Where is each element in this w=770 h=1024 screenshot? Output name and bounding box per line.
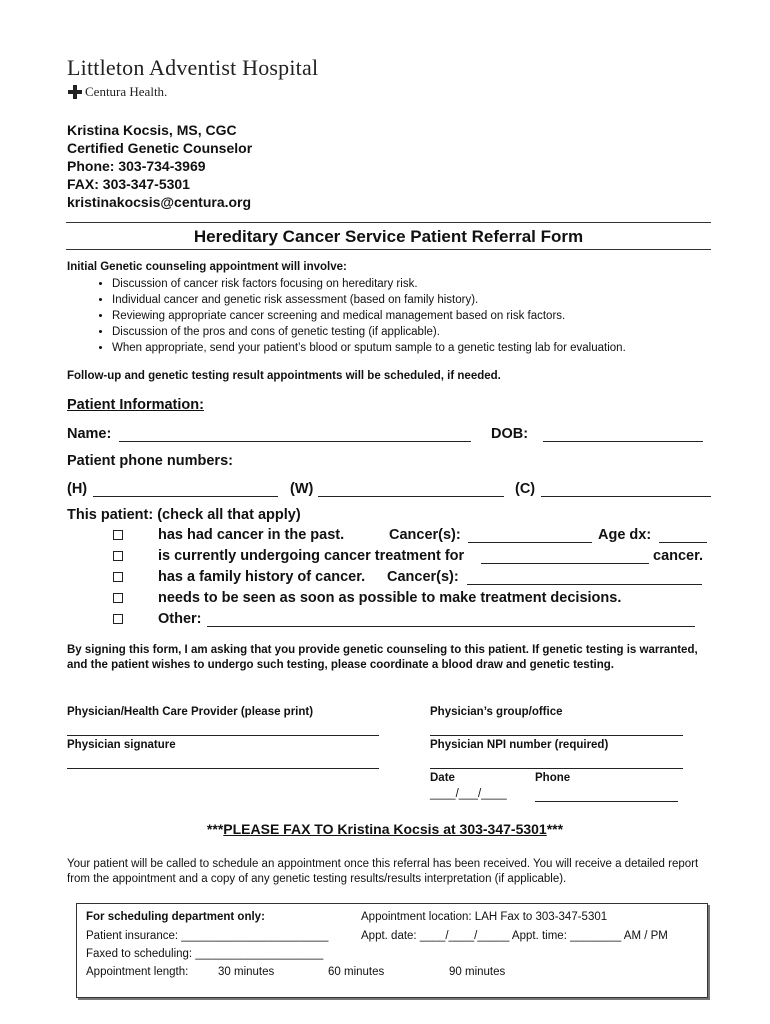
- length-option-30[interactable]: 30 minutes: [218, 966, 275, 978]
- faxed-to-scheduling-field[interactable]: Faxed to scheduling: ____________________: [86, 948, 324, 960]
- checkbox-icon: [113, 614, 123, 624]
- check-heading: This patient: (check all that apply): [67, 507, 301, 523]
- signature-field[interactable]: [67, 768, 379, 769]
- list-item: • When appropriate, send your patient’s blood or sputum sample to a genetic testing lab for evaluation.: [112, 340, 626, 356]
- current-cancer-suffix: cancer.: [653, 548, 703, 564]
- family-cancers-field[interactable]: [467, 584, 702, 585]
- length-option-90[interactable]: 90 minutes: [449, 966, 506, 978]
- phone-numbers-label: Patient phone numbers:: [67, 453, 233, 469]
- contact-title: Certified Genetic Counselor: [67, 140, 253, 156]
- name-label: Name:: [67, 426, 112, 442]
- fax-notice-suffix: ***: [546, 821, 564, 837]
- past-cancer-checkbox[interactable]: [113, 528, 123, 544]
- patient-info-heading: Patient Information:: [67, 397, 204, 413]
- intro-heading: Initial Genetic counseling appointment will involve:: [67, 261, 347, 273]
- list-item: • Discussion of the pros and cons of genetic testing (if applicable).: [112, 324, 626, 340]
- family-history-checkbox[interactable]: [113, 570, 123, 586]
- cell-phone-label: (C): [515, 481, 536, 497]
- other-label: Other:: [158, 611, 202, 627]
- npi-field[interactable]: [430, 768, 683, 769]
- consent-statement: By signing this form, I am asking that you provide genetic counseling to this patient. If genetic testing is warranted, and the patient wishes to undergo such testing, please coordinate a blood draw and genetic testing.: [67, 644, 698, 671]
- parent-org-name: Centura Health.: [85, 84, 168, 99]
- patient-insurance-field[interactable]: Patient insurance: _______________________: [86, 930, 329, 942]
- hospital-logo-name: Littleton Adventist Hospital: [67, 55, 319, 80]
- form-title: Hereditary Cancer Service Patient Referral Form: [193, 227, 584, 246]
- length-option-60[interactable]: 60 minutes: [328, 966, 385, 978]
- urgent-label: needs to be seen as soon as possible to make treatment decisions.: [158, 590, 622, 606]
- work-phone-field[interactable]: [318, 496, 504, 497]
- appointment-date-time-field[interactable]: Appt. date: ____/____/_____ Appt. time: ________ AM / PM: [361, 930, 668, 942]
- age-dx-label: Age dx:: [598, 527, 652, 543]
- home-phone-label: (H): [67, 481, 88, 497]
- urgent-checkbox[interactable]: [113, 591, 123, 607]
- work-phone-label: (W): [290, 481, 314, 497]
- past-cancer-label: has had cancer in the past.: [158, 527, 345, 543]
- list-item: • Discussion of cancer risk factors focusing on hereditary risk.: [112, 276, 626, 292]
- provider-name-label: Physician/Health Care Provider (please print): [67, 706, 314, 718]
- signature-label: Physician signature: [67, 739, 176, 751]
- contact-email[interactable]: kristinakocsis@centura.org: [67, 194, 252, 210]
- npi-label: Physician NPI number (required): [430, 739, 609, 751]
- dob-label: DOB:: [491, 426, 529, 442]
- checkbox-icon: [113, 572, 123, 582]
- centura-logo: [68, 84, 167, 100]
- contact-name: Kristina Kocsis, MS, CGC: [67, 122, 237, 138]
- fax-notice-text: PLEASE FAX TO Kristina Kocsis at 303-347-5301: [223, 821, 547, 837]
- contact-phone: Phone: 303-734-3969: [67, 158, 206, 174]
- current-treatment-label: is currently undergoing cancer treatment for: [158, 548, 465, 564]
- name-field[interactable]: [119, 441, 471, 442]
- age-dx-field[interactable]: [659, 542, 707, 543]
- other-field[interactable]: [207, 626, 695, 627]
- other-checkbox[interactable]: [113, 612, 123, 628]
- group-office-label: Physician’s group/office: [430, 706, 563, 718]
- closing-paragraph: Your patient will be called to schedule an appointment once this referral has been received. You will receive a detailed report from the appointment and a copy of any genetic testing results/results interpretation (if applicable).: [67, 858, 699, 885]
- cell-phone-field[interactable]: [541, 496, 711, 497]
- followup-note: Follow-up and genetic testing result appointments will be scheduled, if needed.: [67, 370, 501, 382]
- physician-phone-field[interactable]: [535, 801, 678, 802]
- fax-notice: [0, 821, 770, 837]
- title-top-rule: [66, 222, 711, 223]
- checkbox-icon: [113, 593, 123, 603]
- provider-name-field[interactable]: [67, 735, 379, 736]
- appointment-length-label: Appointment length:: [86, 966, 189, 978]
- scheduling-heading: For scheduling department only:: [86, 911, 265, 923]
- past-cancers-label: Cancer(s):: [389, 527, 461, 543]
- checkbox-icon: [113, 530, 123, 540]
- group-office-field[interactable]: [430, 735, 683, 736]
- contact-fax: FAX: 303-347-5301: [67, 176, 190, 192]
- date-field[interactable]: ____/___/____: [430, 788, 507, 800]
- current-treatment-checkbox[interactable]: [113, 549, 123, 565]
- title-bottom-rule: [66, 249, 711, 250]
- list-item: • Individual cancer and genetic risk assessment (based on family history).: [112, 292, 626, 308]
- phone-label: Phone: [535, 772, 571, 784]
- dob-field[interactable]: [543, 441, 703, 442]
- appointment-location: Appointment location: LAH Fax to 303-347-5301: [361, 911, 608, 923]
- fax-notice-prefix: ***: [206, 821, 224, 837]
- list-item: • Reviewing appropriate cancer screening and medical management based on risk factors.: [112, 308, 626, 324]
- family-cancers-label: Cancer(s):: [387, 569, 459, 585]
- date-label: Date: [430, 772, 455, 784]
- past-cancers-field[interactable]: [468, 542, 592, 543]
- home-phone-field[interactable]: [93, 496, 278, 497]
- checkbox-icon: [113, 551, 123, 561]
- contact-block: [67, 121, 252, 211]
- family-history-label: has a family history of cancer.: [158, 569, 366, 585]
- current-cancer-field[interactable]: [481, 563, 649, 564]
- cross-icon: [68, 85, 82, 99]
- intro-bullet-list: [67, 276, 626, 356]
